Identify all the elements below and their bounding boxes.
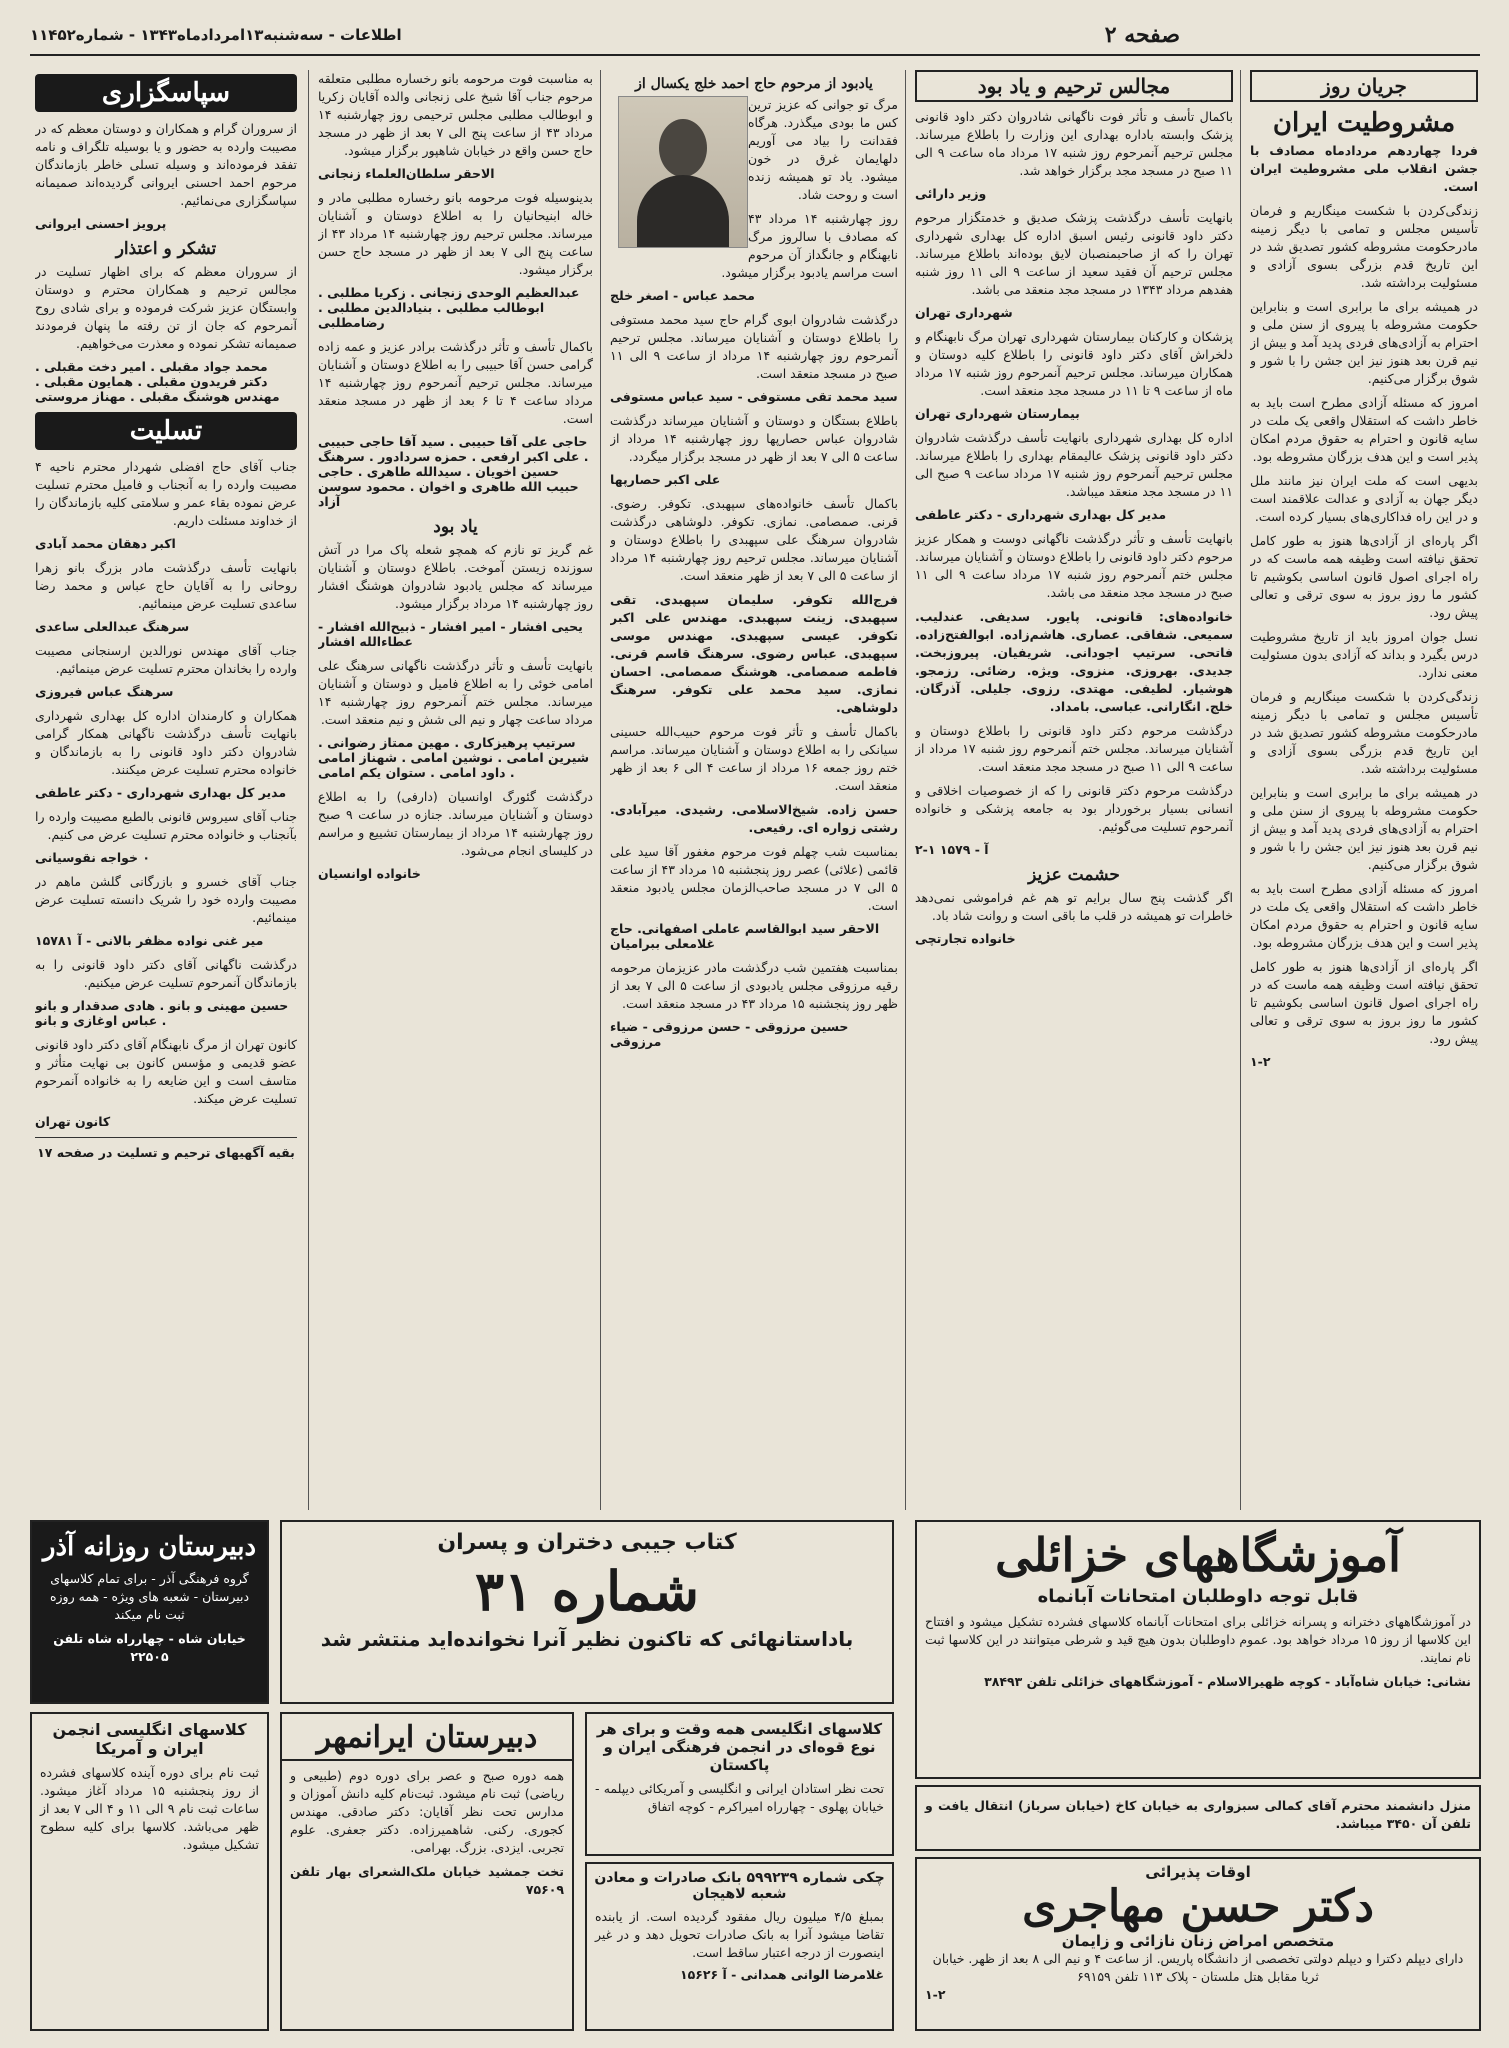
notice-text: درگذشت مرحوم دکتر قانونی را که از خصوصیات اخلاقی و انسانی بسیار برخوردار بود به جامعه پزشکی و خانواده آنمرحوم تسلیت می‌گوئیم. <box>915 783 1233 834</box>
notice-signature: یحیی افشار - امیر افشار - ذبیح‌الله افشار - عطاءالله افشار <box>318 619 583 649</box>
ad-title: کتاب جیبی دختران و پسران <box>437 1530 737 1555</box>
notice-signature: حاجی علی آقا حبیبی . سید آقا حاجی حبیبی . علی اکبر ارفعی . حمزه سردادور . سرهنگ حسین اخویان . سیدالله طاهری . حاجی حبیب الله طاهری و اخوان . محمود سوسن آزاد <box>318 434 589 509</box>
notice-text: جناب آقای حاج افضلی شهردار محترم ناحیه ۴ مصیبت وارده را به آنجناب و فامیل محترم تسلیت عرض نموده بقاء عمر و سلامتی کلیه بازماندگان را از خداوند مسئلت داریم. <box>35 459 297 528</box>
notice-signature: اکبر دهقان محمد آبادی <box>35 536 176 551</box>
ad-title: دبیرستان روزانه آذر <box>42 1532 257 1562</box>
ad-iranmehr-school <box>280 1712 574 2031</box>
ad-text: باداستانهائی که تاکنون نظیر آنرا نخوانده‌اید منتشر شد <box>320 1627 854 1651</box>
article-paragraph: فردا چهاردهم مردادماه مصادف با جشن انقلاب ملی مشروطیت ایران است. <box>1250 143 1478 194</box>
column-condolences <box>35 70 297 1510</box>
notice-text: بانهایت تأسف درگذشت مادر بزرگ بانو زهرا روحانی را به آقایان حاج عباس و محمد رضا ساعدی تسلیت عرض مینمائیم. <box>35 560 297 611</box>
notice-text: باطلاع بستگان و دوستان و آشنایان میرساند درگذشت شادروان عباس حصارپها روز چهارشنبه ۱۴ مرداد از ساعت ۵ الی ۷ بعد از ظهر در مسجد برگزار میگردد. <box>610 413 898 464</box>
ad-text: تحت نظر استادان ایرانی و انگلیسی و آمریکائی دیپلمه - خیابان پهلوی - چهارراه امیراکرم - کوچه اتفاق <box>595 1781 884 1814</box>
notice-text: غم گریز تو نازم که همچو شعله پاک مرا در آتش سوزنده زیستن آموخت. باطلاع دوستان و آشنایان میرساند که مجلس یادبود شادروان هوشنگ افشار روز چهارشنبه ۱۴ مرداد برگزار میشود. <box>318 542 593 611</box>
notice-signature: علی اکبر حصارپها <box>610 472 721 487</box>
column-obituaries-1 <box>915 70 1233 1510</box>
notice-text: بانهایت تأسف و تأثر درگذشت ناگهانی سرهنگ علی امامی خوئی را به اطلاع فامیل و دوستان و آشنایان میرساند. مجلس ختم آنمرحوم روز چهارشنبه ۱۴ مرداد ساعت چهار و نیم الی شش و نیم منعقد است. <box>318 658 593 727</box>
ad-address-change <box>915 1785 1481 1851</box>
ad-pocket-book <box>280 1520 894 1704</box>
ad-doctor-name: دکتر حسن مهاجری <box>1022 1881 1374 1932</box>
notice-signature: بیمارستان شهرداری تهران <box>915 406 1080 421</box>
article-paragraph: امروز که مسئله آزادی مطرح است باید به خاطر داشت که استقلال واقعی یک ملت در سایه قانون و احترام به حقوق مردم امکان پذیر است و این هدف بزرگان مشروطه بود. <box>1250 881 1478 950</box>
ad-specialty: متخصص امراض زنان نازائی و زایمان <box>1061 1932 1335 1950</box>
notice-text: بانهایت تأسف درگذشت پزشک صدیق و خدمتگزار مرحوم دکتر داود قانونی رئیس اسبق اداره کل بهداری شهرداری تهران را که از صاحبمنصبان لایق بوده‌اند باطلاع میرساند. مجلس ترحیم آن فقید سعید از ساعت ۹ الی ۱۱ روز شنبه هفدهم مرداد ۱۳۴۳ در مسجد مجد منعقد می باشد. <box>915 210 1233 297</box>
notice-signature: عبدالعظیم الوحدی زنجانی . زکریا مطلبی . ابوطالب مطلبی . بنیادالدین مطلبی . رضامطلبی <box>318 285 580 330</box>
continued-note: بقیه آگهیهای ترحیم و تسلیت در صفحه ۱۷ <box>37 1145 295 1160</box>
notice-text: کانون تهران از مرگ نابهنگام آقای دکتر داود قانونی عضو قدیمی و مؤسس کانون بی نهایت متأثر و متاسف است و این ضایعه را به خانواده آنمرحوم تسلیت عرض میکند. <box>35 1037 297 1106</box>
ad-text: در آموزشگاههای دخترانه و پسرانه خزائلی برای امتحانات آبانماه کلاسهای فشرده تشکیل میشود و افتتاح این کلاسها از روز ۱۵ مرداد خواهد بود. عموم داوطلبان بدون هیچ قید و شرطی میتوانند در این کلاسها ثبت نام نمایند. <box>925 1614 1471 1665</box>
notice-title: تشکر و اعتذار <box>115 239 217 259</box>
notice-signature: وزیر دارائی <box>915 186 987 201</box>
portrait-photo <box>618 96 748 248</box>
notice-families: فرج‌الله تکوفر. سلیمان سپهبدی. تقی سپهبدی. زینت سپهبدی. مهندس علی اکبر تکوفر. عیسی سپهبدی. مهندس موسی سپهبدی. عباس رضوی. سرهنگ قاسم قرنی. فاطمه صمصامی. هوشنگ صمصامی. احسان نمازی. سید محمد علی تکوفر. سرهنگ دلوشاهی. <box>610 592 898 715</box>
ad-iran-pakistan-society <box>585 1712 894 1856</box>
memorials-header: مجالس ترحیم و یاد بود <box>915 70 1233 102</box>
article-paragraph: در همیشه برای ما برابری است و بنابراین حکومت مشروطه با پیروی از سنن ملی و احترام به آزادی‌های فردی پدید آمد و بیش از نیم قرن بعد هنوز نیز این جشن را با شور و شوق برگزار می‌کنیم. <box>1250 785 1478 872</box>
notice-text: بمناسبت شب چهلم فوت مرحوم مغفور آقا سید علی قائمی (علائی) عصر روز پنجشنبه ۱۵ مرداد ۴۳ از ساعت ۵ الی ۷ در مسجد صاحب‌الزمان مجلس یادبود منعقد است. <box>610 844 898 913</box>
ad-title: چکی شماره ۵۹۹۲۳۹ بانک صادرات و معادن شعبه لاهیجان <box>594 1870 885 1902</box>
notice-text: از سروران گرام و همکاران و دوستان معظم که در مصیبت وارده به حضور و یا بوسیله تلگراف و نامه تفقد فرموده‌اند و وسیله تسلی خاطر بازماندگان مرحوم احمد احسنی ایروانی گردیده‌اند صمیمانه سپاسگزاری می‌نمائیم. <box>35 121 297 208</box>
ad-title: دبیرستان ایرانمهر <box>282 1720 572 1761</box>
notice-signature: الاحقر سید ابوالقاسم عاملی اصفهانی. حاج غلامعلی ببرامیان <box>610 921 880 951</box>
notice-title: حشمت عزیز <box>1028 865 1120 885</box>
masthead <box>30 22 1480 56</box>
notice-signature: حسین مهینی و بانو . هادی صدقدار و بانو . عباس اوغازی و بانو <box>35 998 289 1028</box>
column-obituaries-3 <box>318 70 593 1510</box>
article-paragraph: اگر پاره‌ای از آزادی‌ها هنوز به طور کامل تحقق نیافته است وظیفه همه ماست که در راه اجرای اصول قانون اساسی بکوشیم تا کشور ما روز بروز به سوی ترقی و تعالی پیش رود. <box>1250 533 1478 620</box>
article-title: مشروطیت ایران <box>1272 108 1456 138</box>
article-paragraph: زندگی‌کردن با شکست مینگاریم و فرمان تأسیس مجلس و تمامی با دیگر زمینه مادرحکومت مشروطه کشور تصدیق شد در این تاریخ قدم بزرگی بسوی آزادی و مسئولیت برداشته شد. <box>1250 689 1478 776</box>
notice-text: روز چهارشنبه ۱۴ مرداد ۴۳ که مصادف با سالروز مرگ نابهنگام و جانگداز آن مرحوم است مراسم یادبود برگزار میشود. <box>721 211 898 280</box>
notice-text: باکمال تأسف خانواده‌های سپهبدی. تکوفر. رضوی. قرنی. صمصامی. نمازی. تکوفر. دلوشاهی درگذشت شادروان سرهنگ علی سپهبدی را باطلاع دوستان و آشنایان میرساند. مجلس ترحیم روز چهارشنبه ۱۴ مرداد از ساعت ۵ الی ۷ بعد از ظهر منعقد است. <box>610 496 898 583</box>
notice-text: اداره کل بهداری شهرداری بانهایت تأسف درگذشت شادروان دکتر داود قانونی پزشک عالیمقام بهداری را باطلاع میرساند. مجلس ترحیم آنمرحوم روز شنبه ۱۷ مرداد ساعت ۹ صبح الی ۱۱ در مسجد مجد منعقد میباشد. <box>915 430 1233 499</box>
notice-signature: میر غنی نواده مظفر بالانی - آ ۱۵۷۸۱ <box>35 933 264 948</box>
ad-iran-america-society <box>30 1712 269 2031</box>
article-paragraph: زندگی‌کردن با شکست مینگاریم و فرمان تأسیس مجلس و تمامی با دیگر زمینه مادرحکومت مشروطه کشور تصدیق شد در این تاریخ قدم بزرگی بسوی آزادی و مسئولیت برداشته شد. <box>1250 203 1478 290</box>
notice-signature: سرتیپ پرهیزکاری . مهین ممتاز رضوانی . شیرین امامی . نوشین امامی . شهناز امامی . داود امامی . ستوان یکم امامی <box>318 735 590 780</box>
notice-text: بدینوسیله فوت مرحومه بانو رخساره مطلبی مادر و خاله ابنیحانیان را به اطلاع دوستان و آشنایان میرساند. مجلس ترحیم روز چهارشنبه ۱۴ مرداد ۴۳ از ساعت پنج الی ۷ بعد از ظهر در مسجد حاج حسن برگزار میشود. <box>318 190 593 277</box>
notice-text: به مناسبت فوت مرحومه بانو رخساره مطلبی متعلقه مرحوم جناب آقا شیخ علی زنجانی والده آقایان زکریا و ابوطالب مطلبی مجلس ترحیمی روز چهارشنبه ۱۴ مرداد ۴۳ از ساعت پنج الی ۷ بعد از ظهر در مسجد حاج حسن واقع در خیابان شاهپور برگزار میشود. <box>318 71 593 158</box>
notice-signature: محمد جواد مقبلی . امیر دخت مقبلی . دکتر فریدون مقبلی . همایون مقبلی . مهندس هوشنگ مقبلی . مهناز مروستی <box>35 359 280 404</box>
notice-text: پزشکان و کارکنان بیمارستان شهرداری تهران مرگ نابهنگام و دلخراش آقای دکتر داود قانونی را باطلاع کلیه دوستان و همکاران میرساند. مجلس ترحیم آنمرحوم روز شنبه ۱۷ مرداد ماه از ساعت ۹ تا ۱۱ در مسجد مجد منعقد است. <box>915 329 1233 398</box>
notice-signature: ۰ خواجه نقوسیانی <box>35 850 151 865</box>
ad-text: دارای دیپلم دکترا و دیپلم دولتی تخصصی از دانشگاه پاریس. از ساعت ۴ و نیم الی ۸ بعد از ظهر. خیابان ثریا مقابل هتل ملستان - پلاک ۱۱۳ تلفن ۶۹۱۵۹ <box>932 1951 1464 1984</box>
notice-signature: پرویز احسنی ایروانی <box>35 216 167 231</box>
ad-code: ۱-۲ <box>925 1987 946 2002</box>
notice-signature: خانواده تجارتچی <box>915 931 1016 946</box>
notice-text: بمناسبت هفتمین شب درگذشت مادر عزیزمان مرحومه رقیه مرزوقی مجلس یادبودی از ساعت ۵ الی ۷ بعد از ظهر روز پنجشنبه ۱۵ مرداد ۴۳ در مسجد منعقد است. <box>610 960 898 1011</box>
notice-text: درگذشت مرحوم دکتر داود قانونی را باطلاع دوستان و آشنایان میرساند. مجلس ختم آنمرحوم روز شنبه ۱۷ مرداد از ساعت ۹ الی ۱۱ صبح در مسجد مجد منعقد است. <box>915 723 1233 774</box>
notice-signature: کانون تهران <box>35 1114 111 1129</box>
notice-families: خانواده‌های: قانونی. پایور. سدیفی. عندلیب. سمیعی. شفاقی. عصاری. هاشم‌زاده. ابوالفتح‌زاده. فاتحی. سرتیپ اجودانی. شریفیان. پیروزبخت. جدیدی. بهروزی. منزوی. ویژه. رضائی. رزمجو. هوشیار. لطیفی. مهتدی. رزوی. جلیلی. آذرگان. خلج. انگارانی. عباسی. بامداد. <box>915 609 1233 714</box>
ad-signature: غلامرضا الوانی همدانی - آ ۱۵۶۲۶ <box>679 1967 884 1982</box>
ad-phone: تخت جمشید خیابان ملک‌الشعرای بهار تلفن ۷۵۶۰۹ <box>290 1864 564 1897</box>
notice-text: درگذشت گئورگ اوانسیان (دارفی) را به اطلاع دوستان و آشنایان میرساند. جنازه در ساعت ۹ صبح روز چهارشنبه ۱۴ مرداد از بیمارستان تشییع و مراسم در کلیسای انجام می‌شود. <box>318 789 593 858</box>
notice-title: یادبود از مرحوم حاج احمد خلج یکسال از <box>635 76 873 92</box>
condolence-header: تسلیت <box>35 412 297 450</box>
column-current-affairs <box>1250 70 1478 1510</box>
article-paragraph: اگر پاره‌ای از آزادی‌ها هنوز به طور کامل تحقق نیافته است وظیفه همه ماست که در راه اجرای اصول قانون اساسی بکوشیم تا کشور ما روز بروز به سوی ترقی و تعالی پیش رود. <box>1250 959 1478 1046</box>
ad-issue-number: شماره ۳۱ <box>474 1559 700 1623</box>
notice-text: جناب آقای سیروس قانونی بالطبع مصیبت وارده را بآنجناب و خانواده محترم تسلیت عرض می کنیم. <box>35 809 297 842</box>
ad-hours: اوقات پذیرائی <box>1145 1863 1251 1881</box>
ad-subtitle: قابل توجه داوطلبان امتحانات آبانماه <box>1037 1586 1359 1607</box>
ad-address: نشانی: خیابان شاه‌آباد - کوچه ظهیرالاسلام - آموزشگاههای خزائلی تلفن ۳۸۴۹۳ <box>984 1674 1471 1689</box>
notice-text: درگذشت شادروان ابوی گرام حاج سید محمد مستوفی را باطلاع دوستان و آشنایان میرساند. مجلس ترحیم آنمرحوم روز چهارشنبه ۱۴ مرداد از ساعت ۹ الی ۱۱ صبح در مسجد منعقد است. <box>610 312 898 381</box>
notice-title: یاد بود <box>433 517 478 537</box>
ad-phone: خیابان شاه - چهارراه شاه تلفن ۲۲۵۰۵ <box>53 1631 246 1664</box>
column-rule <box>905 70 906 1510</box>
ad-title: کلاسهای انگلیسی انجمن ایران و آمریکا <box>52 1720 247 1758</box>
notice-text: جناب آقای مهندس نورالدین ارسنجانی مصیبت وارده را بخاندان محترم تسلیت عرض مینمائیم. <box>35 643 297 676</box>
notice-signature: مدیر کل بهداری شهرداری - دکتر عاطفی <box>915 507 1167 522</box>
ad-text: بمبلغ ۴/۵ میلیون ریال مفقود گردیده است. از یابنده تقاضا میشود آنرا به بانک صادرات تحویل دهد و در غیر اینصورت از درجه اعتبار ساقط است. <box>595 1909 884 1960</box>
ad-title: کلاسهای انگلیسی همه وقت و برای هر نوع قوه‌ای در انجمن فرهنگی ایران و پاکستان <box>596 1720 883 1774</box>
notice-signature: آ - ۱۵۷۹ ۱-۲ <box>915 842 989 857</box>
notice-text: مرگ تو جوانی که عزیز ترین کس ما بودی میگذرد. هرگاه فقدانت را بیاد می آوریم دلهایمان غرق در خون میشود. یاد تو همیشه زنده است و روحت شاد. <box>748 97 898 202</box>
article-paragraph: نسل جوان امروز باید از تاریخ مشروطیت درس بگیرد و بداند که آزادی بدون مسئولیت معنی ندارد. <box>1250 629 1478 680</box>
notice-text: از سروران معظم که برای اظهار تسلیت در مجالس ترحیم و همکاران محترم و دوستان وابستگان عزیز شرکت فرموده و برای شادی روح آنمرحوم که جان از تن رفته ما پنهان فرمودند صمیمانه تشکر نموده و معذرت می‌خواهیم. <box>35 264 297 351</box>
ad-text: ثبت نام برای دوره آینده کلاسهای فشرده از روز پنجشنبه ۱۵ مرداد آغاز میشود. ساعات ثبت نام ۹ الی ۱۱ و ۴ الی ۷ بعد از ظهر می‌باشد. کلاسها برای کلیه سطوح تشکیل میشود. <box>40 1765 260 1852</box>
notice-signature: محمد عباس - اصغر خلج <box>610 288 755 303</box>
notice-text: جناب آقای خسرو و بازرگانی گلشن ماهم در مصیبت وارده خود را شریک دانسته تسلیت عرض مینمائیم. <box>35 874 297 925</box>
column-rule <box>600 70 601 1510</box>
article-paragraph: امروز که مسئله آزادی مطرح است باید به خاطر داشت که استقلال واقعی یک ملت در سایه قانون و احترام به حقوق مردم امکان پذیر است و این هدف بزرگان مشروطه بود. <box>1250 395 1478 464</box>
column-rule <box>308 70 309 1510</box>
notice-signature: مدیر کل بهداری شهرداری - دکتر عاطفی <box>35 785 287 800</box>
ad-text: منزل دانشمند محترم آقای کمالی سبزواری به خیابان کاخ (خیابان سرباز) انتقال یافت و تلفن آن ۳۴۵۰ میباشد. <box>925 1798 1471 1831</box>
notice-families: حسن زاده. شیخ‌الاسلامی. رشیدی. میرآبادی. رشتی زواره ای. رفیعی. <box>610 802 898 835</box>
notice-text: همکاران و کارمندان اداره کل بهداری شهرداری بانهایت تأسف درگذشت ناگهانی همکار گرامی شادروان دکتر داود قانونی را به بازماندگان و خانواده محترم تسلیت عرض میکنند. <box>35 708 297 777</box>
notice-text: باکمال تأسف و تأثر درگذشت برادر عزیز و عمه زاده گرامی حسن آقا حبیبی را به اطلاع دوستان و آشنایان میرساند. مجلس ترحیم آنمرحوم روز چهارشنبه ۱۴ مرداد ساعت ۴ تا ۶ بعد از ظهر در مسجد منعقد است. <box>318 339 593 426</box>
notice-text: باکمال تأسف و تأثر فوت مرحوم حبیب‌الله حسینی سیانکی را به اطلاع دوستان و آشنایان میرساند. مراسم ختم روز جمعه ۱۶ مرداد از ساعت ۴ الی ۶ بعد از ظهر منعقد است. <box>610 724 898 793</box>
page-number: صفحه ۲ <box>1104 22 1180 48</box>
notice-signature: خانواده اوانسیان <box>318 866 421 881</box>
issue-info: اطلاعات - سه‌شنبه۱۳امردادماه۱۳۴۳ - شماره۱۱۴۵۲ <box>30 26 402 44</box>
ad-text: گروه فرهنگی آذر - برای تمام کلاسهای دبیرستان - شعبه های ویژه - همه روزه ثبت نام میکند <box>49 1571 250 1622</box>
notice-signature: سرهنگ عباس فیروزی <box>35 684 174 699</box>
article-code: ۱-۲ <box>1250 1054 1271 1069</box>
notice-signature: سید محمد تقی مستوفی - سید عباس مستوفی <box>610 389 898 404</box>
article-paragraph: بدیهی است که ملت ایران نیز مانند ملل دیگر جهان به آزادی و عدالت علاقمند است و در این راه فداکاری‌های بسیار کرده است. <box>1250 473 1478 524</box>
notice-text: اگر گذشت پنج سال برایم تو هم غم فراموشی نمی‌دهد خاطرات تو همیشه در قلب ما باقی است و روانت شاد باد. <box>915 890 1233 923</box>
notice-signature: حسین مرزوقی - حسن مرزوقی - ضیاء مرزوقی <box>610 1019 849 1049</box>
notice-text: باکمال تأسف و تأثر فوت ناگهانی شادروان دکتر داود قانونی پزشک وابسته باداره بهداری این وزارت را باطلاع میرساند. مجلس ترحیم آنمرحوم روز شنبه ۱۷ مرداد ماه ساعت ۹ الی ۱۱ صبح در مسجد مجد برگزار خواهد شد. <box>915 109 1233 178</box>
ad-title: آموزشگاههای خزائلی <box>995 1528 1401 1582</box>
ad-lost-cheque <box>585 1862 894 2031</box>
column-rule <box>1240 70 1241 1510</box>
notice-signature: شهرداری تهران <box>915 305 1013 320</box>
ad-doctor <box>915 1857 1481 2031</box>
thanks-header: سپاسگزاری <box>35 74 297 112</box>
ad-azar-school <box>30 1520 269 1704</box>
article-paragraph: در همیشه برای ما برابری است و بنابراین حکومت مشروطه با پیروی از سنن ملی و احترام به آزادی‌های فردی پدید آمد و بیش از نیم قرن بعد هنوز نیز این جشن را با شور و شوق برگزار می‌کنیم. <box>1250 299 1478 386</box>
notice-signature: سرهنگ عبدالعلی ساعدی <box>35 619 190 634</box>
ad-text: همه دوره صبح و عصر برای دوره دوم (طبیعی و ریاضی) ثبت نام میشود. ثبت‌نام کلیه دانش آموزان و مدارس تحت نظر آقایان: دکتر صادقی. مهندس کجوری. رکنی. شاهمیرزاده. دکتر جعفری. علوم تجربی. ایزدی. بزرگ. بهرامی. <box>290 1768 564 1855</box>
notice-signature: الاحقر سلطان‌العلماء زنجانی <box>318 166 495 181</box>
current-affairs-header: جریان روز <box>1250 70 1478 102</box>
notice-text: بانهایت تأسف و تأثر درگذشت ناگهانی دوست و همکار عزیز مرحوم دکتر داود قانونی را باطلاع دوستان و آشنایان میرساند. مجلس ختم آنمرحوم روز شنبه ۱۷ مرداد ساعت ۹ الی ۱۱ صبح در مسجد مجد منعقد می باشد. <box>915 531 1233 600</box>
column-obituaries-2 <box>610 70 898 1510</box>
notice-text: درگذشت ناگهانی آقای دکتر داود قانونی را به بازماندگان آنمرحوم تسلیت عرض میکنیم. <box>35 957 297 990</box>
ad-khazaeli-schools <box>915 1520 1481 1779</box>
